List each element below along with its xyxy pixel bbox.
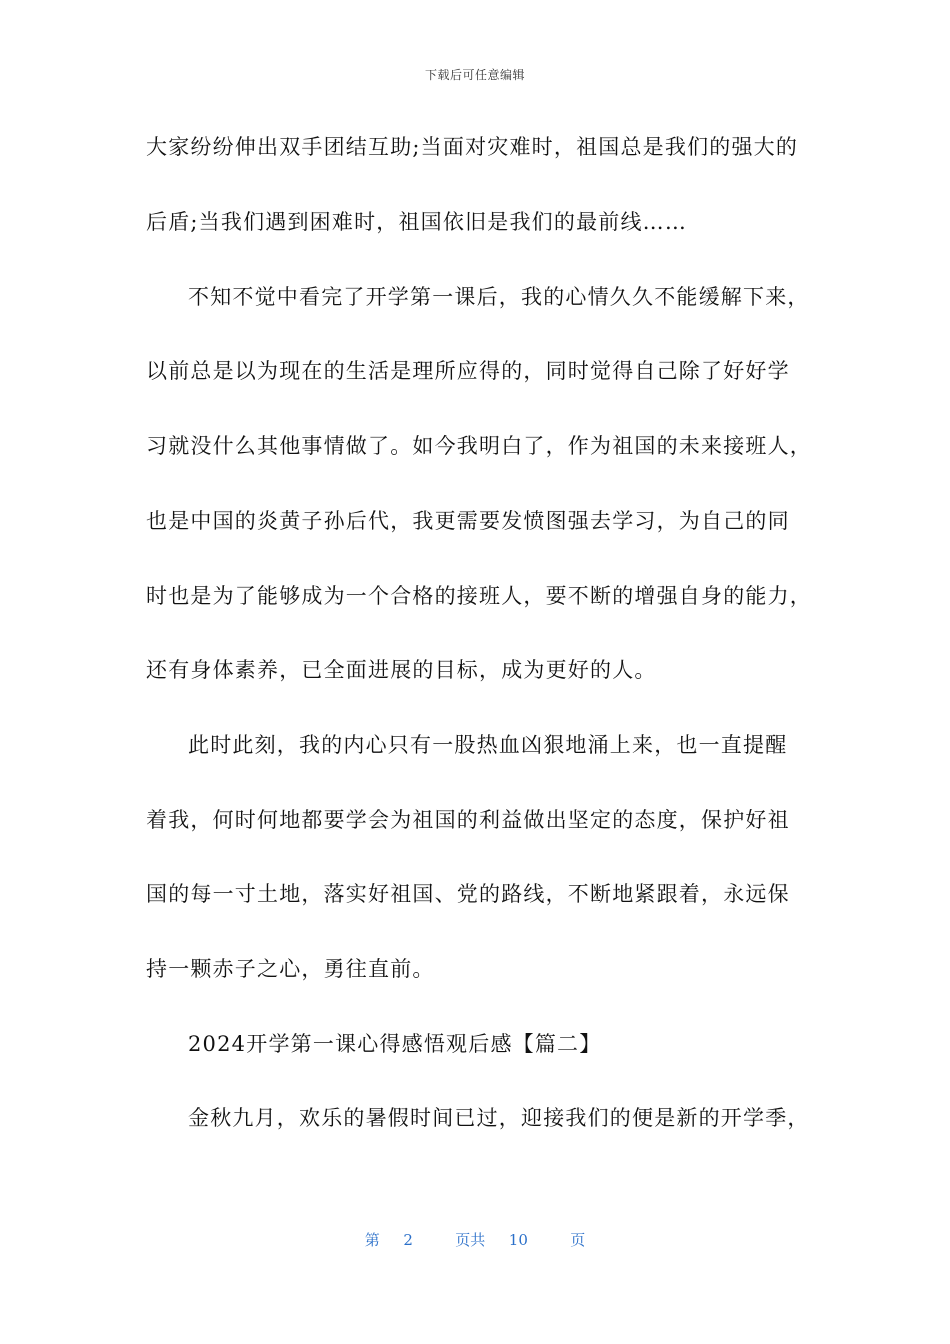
body-line: 以前总是以为现在的生活是理所应得的，同时觉得自己除了好好学	[146, 359, 790, 383]
body-line: 后盾;当我们遇到困难时，祖国依旧是我们的最前线……	[146, 210, 688, 234]
body-line: 国的每一寸土地，落实好祖国、党的路线，不断地紧跟着，永远保	[146, 882, 790, 906]
page-footer	[0, 1229, 950, 1250]
body-line: 也是中国的炎黄子孙后代，我更需要发愤图强去学习，为自己的同	[146, 509, 790, 533]
page-header: 下载后可任意编辑	[424, 68, 525, 82]
body-line: 持一颗赤子之心，勇往直前。	[146, 957, 435, 981]
paragraph-first-line: 不知不觉中看完了开学第一课后，我的心情久久不能缓解下来，	[188, 285, 810, 309]
section-heading: 2024开学第一课心得感悟观后感【篇二】	[188, 1032, 602, 1056]
body-line: 大家纷纷伸出双手团结互助;当面对灾难时，祖国总是我们的强大的	[146, 135, 799, 159]
paragraph-first-line: 金秋九月，欢乐的暑假时间已过，迎接我们的便是新的开学季，	[188, 1106, 810, 1130]
footer-page-word: 第	[364, 1231, 380, 1249]
body-line: 习就没什么其他事情做了。如今我明白了，作为祖国的未来接班人，	[146, 434, 812, 458]
body-line: 着我，何时何地都要学会为祖国的利益做出坚定的态度，保护好祖	[146, 808, 790, 832]
body-line: 时也是为了能够成为一个合格的接班人，要不断的增强自身的能力，	[146, 584, 812, 608]
footer-page-end: 页	[570, 1231, 586, 1249]
footer-current-page: 2	[403, 1231, 413, 1249]
footer-page-of: 页共	[455, 1231, 486, 1249]
footer-total-pages: 10	[508, 1231, 528, 1249]
body-line: 还有身体素养，已全面进展的目标，成为更好的人。	[146, 658, 657, 682]
paragraph-first-line: 此时此刻，我的内心只有一股热血凶狠地涌上来，也一直提醒	[188, 733, 788, 757]
